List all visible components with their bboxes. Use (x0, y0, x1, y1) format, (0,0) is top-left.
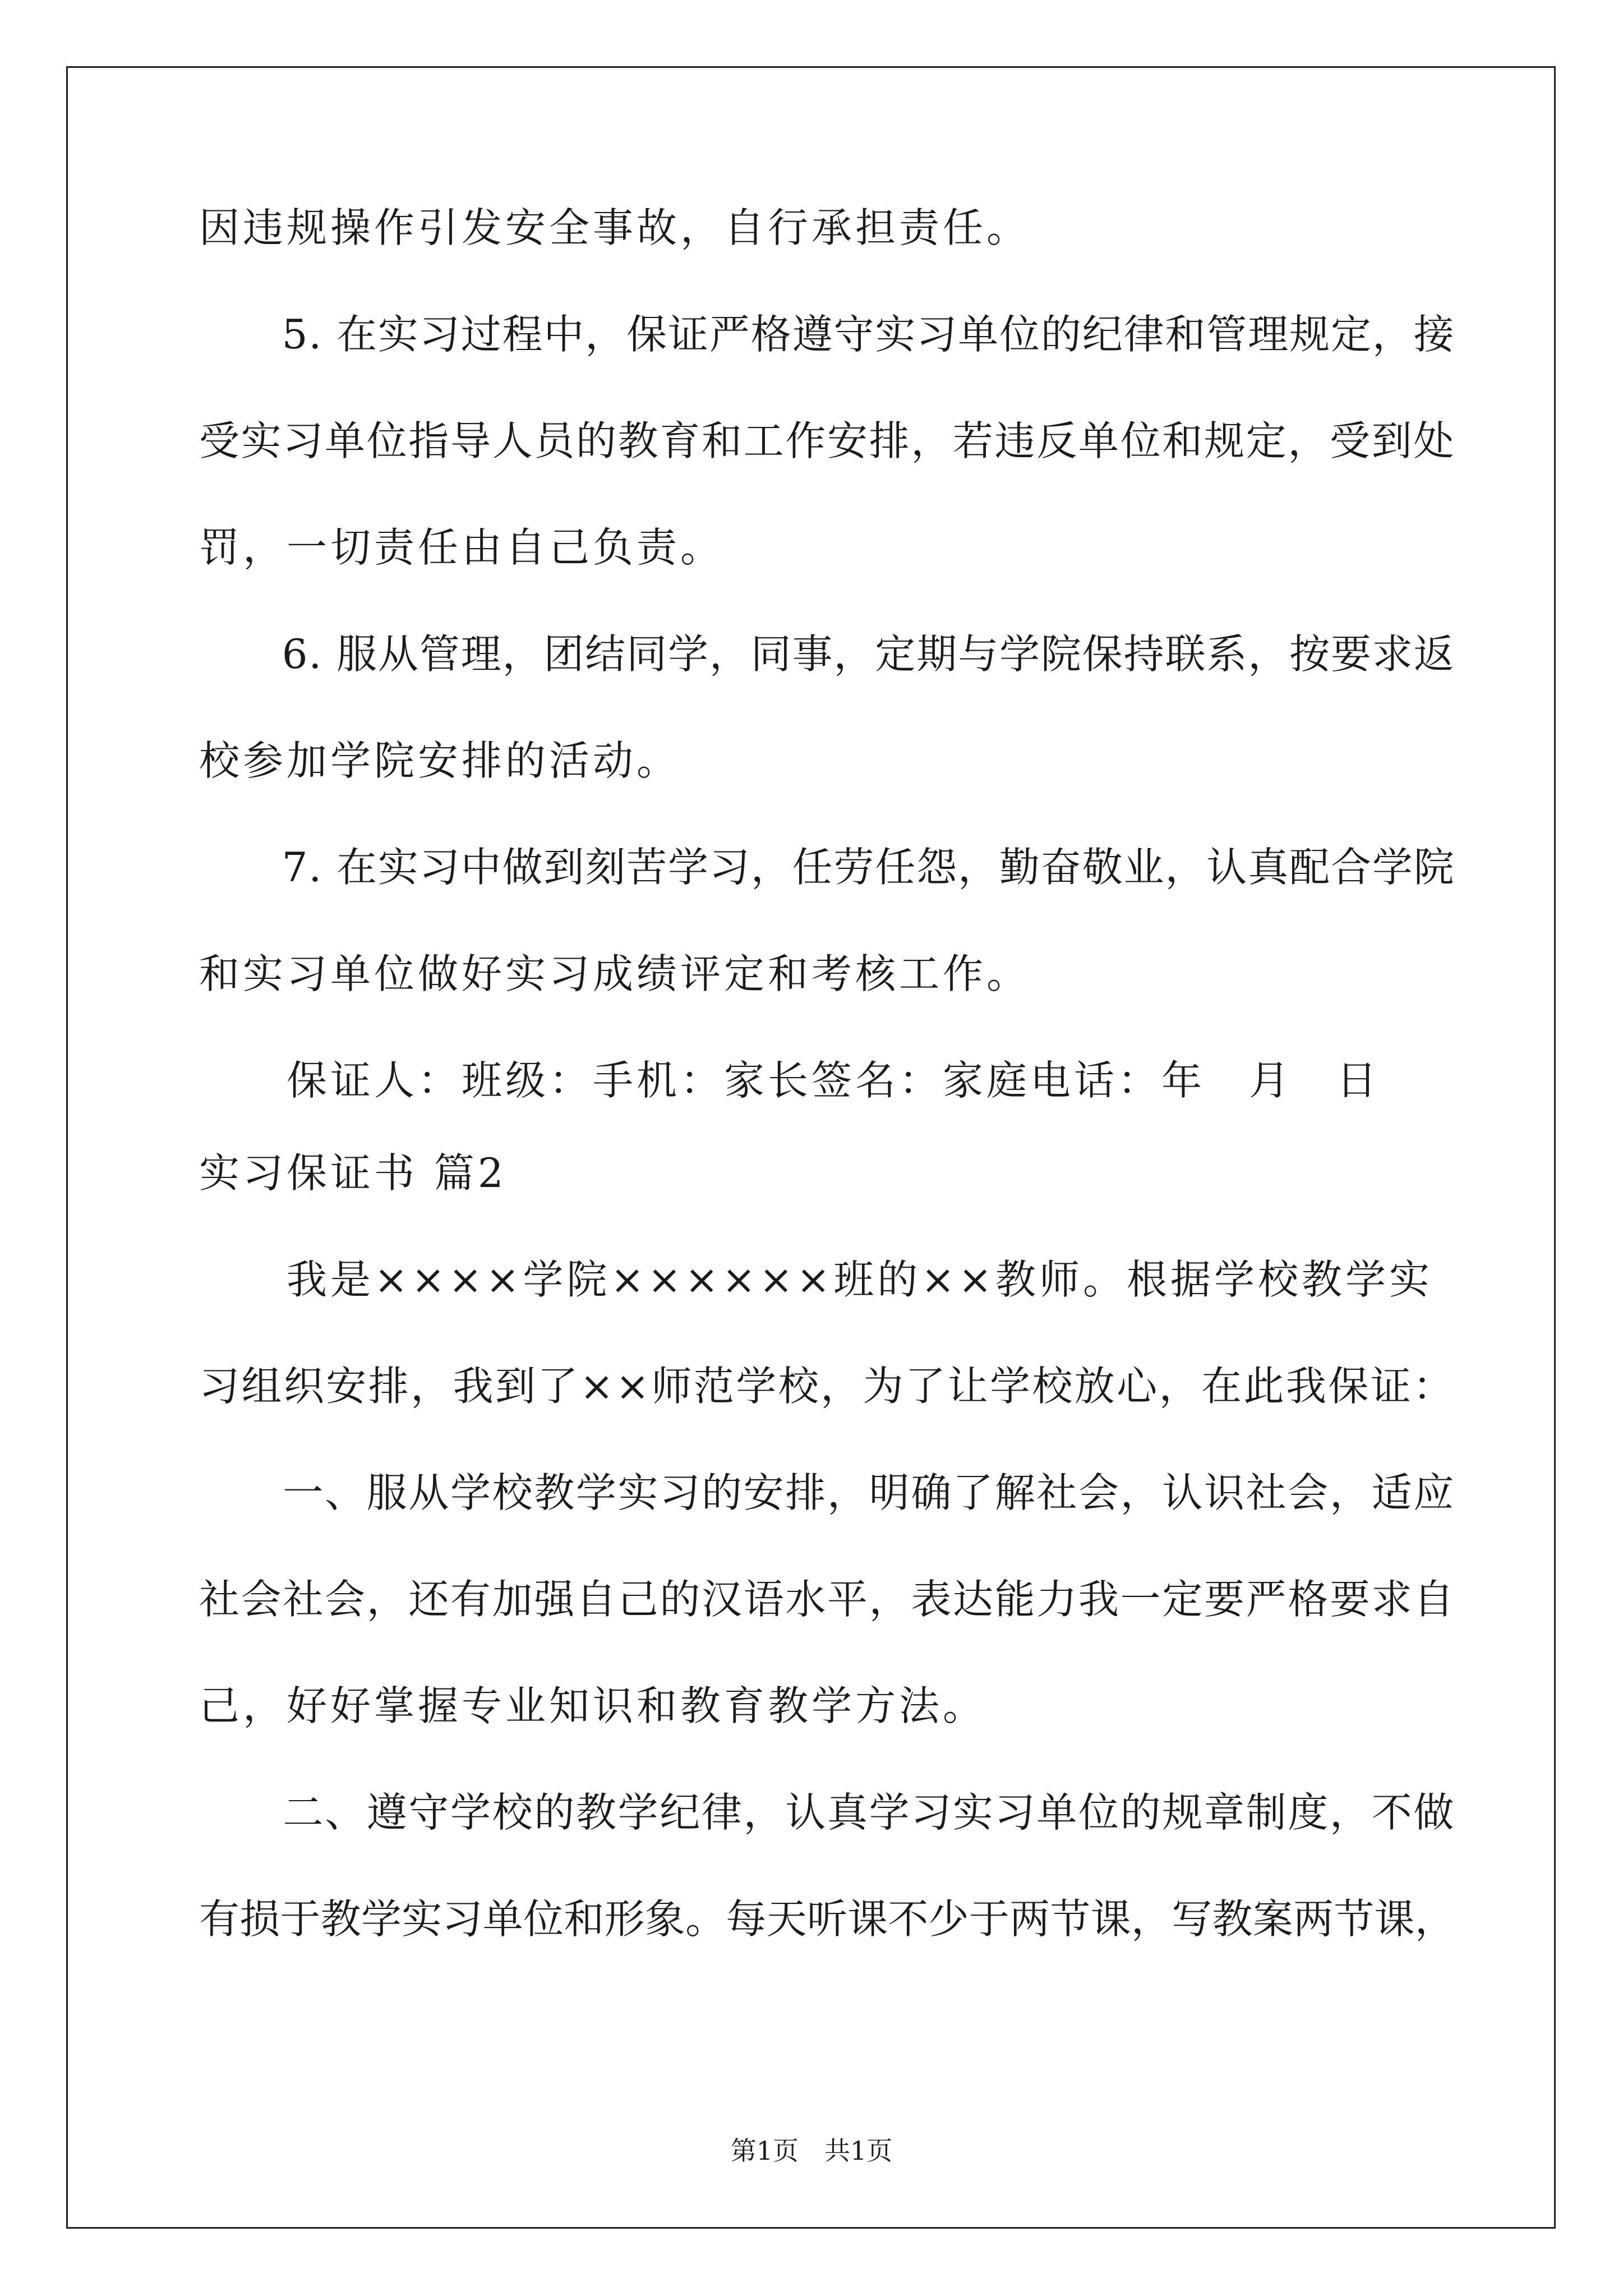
document-body (199, 204, 1456, 1943)
text-line: 罚，一切责任由自己负责。 (199, 524, 725, 571)
text-line: 校参加学院安排的活动。 (199, 737, 681, 784)
section-heading: 实习保证书 篇2 (199, 1149, 507, 1197)
text-line: 我是××××学院××××××班的××教师。根据学校教学实 (199, 1256, 1433, 1303)
text-line: 受实习单位指导人员的教育和工作安排，若违反单位和规定，受到处 (199, 417, 1456, 464)
text-line: 6. 服从管理，团结同学，同事，定期与学院保持联系，按要求返 (199, 631, 1455, 678)
text-line: 己，好好掌握专业知识和教育教学方法。 (199, 1682, 987, 1729)
text-line: 因违规操作引发安全事故，自行承担责任。 (199, 204, 1031, 251)
text-line: 社会社会，还有加强自己的汉语水平，表达能力我一定要严格要求自 (199, 1576, 1456, 1623)
text-line: 7. 在实习中做到刻苦学习，任劳任怨，勤奋敬业，认真配合学院 (199, 844, 1455, 891)
text-line: 二、遵守学校的教学纪律，认真学习实习单位的规章制度，不做 (199, 1789, 1456, 1836)
page-footer: 第1页 共1页 (730, 2136, 893, 2166)
text-line: 保证人：班级：手机：家长签名：家庭电话：年 月 日 (199, 1057, 1381, 1104)
text-line: 和实习单位做好实习成绩评定和考核工作。 (199, 950, 1031, 997)
text-line: 5. 在实习过程中，保证严格遵守实习单位的纪律和管理规定，接 (199, 311, 1455, 358)
text-line: 一、服从学校教学实习的安排，明确了解社会，认识社会，适应 (199, 1469, 1456, 1516)
text-line: 有损于教学实习单位和形象。每天听课不少于两节课，写教案两节课， (199, 1895, 1456, 1943)
text-line: 习组织安排，我到了××师范学校，为了让学校放心，在此我保证： (199, 1363, 1455, 1410)
